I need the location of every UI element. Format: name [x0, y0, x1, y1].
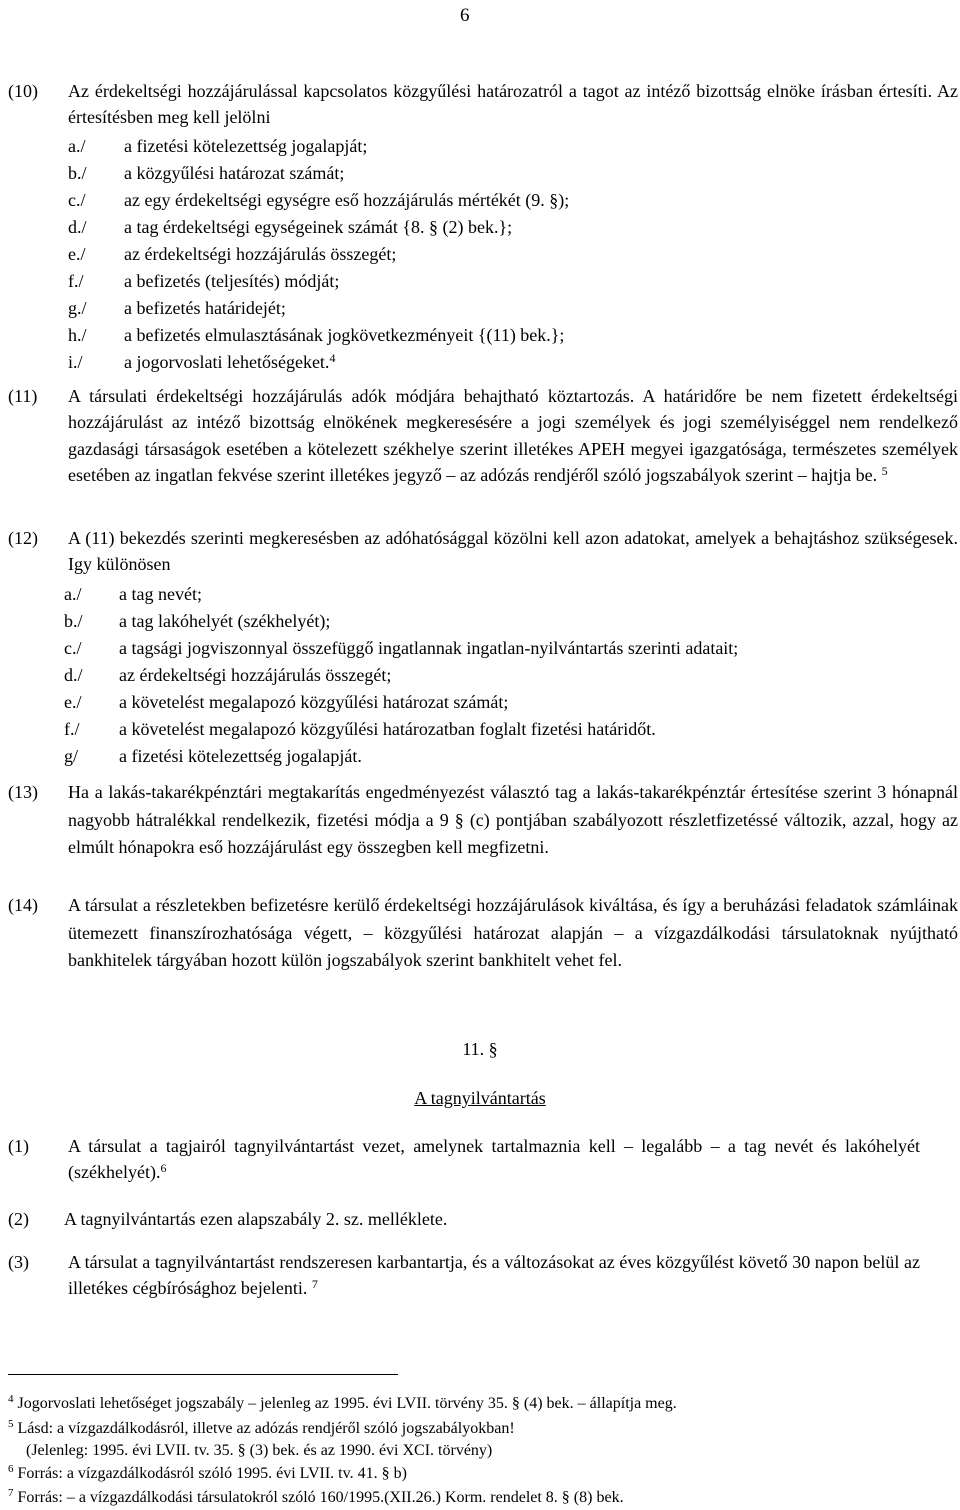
list-label: c./	[68, 190, 86, 210]
list-label: h./	[68, 325, 87, 345]
footnote-ref: 6	[160, 1161, 167, 1176]
list-text: a tag érdekeltségi egységeinek számát {8. § (2) bek.};	[124, 217, 513, 237]
section-paragraph-2-text: A tagnyilvántartás ezen alapszabály 2. sz. melléklete.	[64, 1209, 448, 1229]
section-paragraph-3	[68, 1249, 920, 1301]
footnote-text: Jogorvoslati lehetőséget jogszabály – jelenleg az 1995. évi LVII. törvény 35. § (4) bek. – állapítja meg.	[17, 1395, 677, 1412]
list-text: a befizetés elmulasztásának jogkövetkezményeit {(11) bek.};	[124, 325, 565, 345]
list-text: a tag lakóhelyét (székhelyét);	[119, 611, 331, 631]
paragraph-number: (11)	[8, 386, 38, 406]
paragraph-number: (3)	[8, 1252, 29, 1272]
list-label: f./	[68, 271, 84, 291]
paragraph-12-text: A (11) bekezdés szerinti megkeresésben az adóhatósággal közölni kell azon adatokat, amelyek a behajtáshoz szükségesek. Igy különösen	[68, 528, 958, 575]
section-paragraph-3-text: A társulat a tagnyilvántartást rendszeresen karbantartja, és a változásokat az éves közgyűlést követő 30 napon belül az illetékes cégbírósághoz bejelenti.	[68, 1252, 920, 1299]
footnote-ref: 7	[311, 1277, 318, 1292]
footnote-number: 5	[8, 1418, 14, 1430]
list-text: az érdekeltségi hozzájárulás összegét;	[119, 665, 392, 685]
paragraph-14-text: A társulat a részletekben befizetésre kerülő érdekeltségi hozzájárulások kiváltása, és így a beruházási feladatok számláinak ütemezett finanszírozhatósága végett, – közgyűlési határozat alapján – a vízgazdálkodási társulatoknak nyújtható bankhitelek tárgyában hozott külön jogszabályok szerint bankhitelt vehet fel.	[68, 895, 958, 970]
section-title-text: A tagnyilvántartás	[414, 1088, 546, 1108]
list-label: d./	[68, 217, 87, 237]
paragraph-10-text: Az érdekeltségi hozzájárulással kapcsolatos közgyűlési határozatról a tagot az intéző bizottság elnöke írásban értesíti. Az értesítésben meg kell jelölni	[68, 81, 958, 128]
footnote	[8, 1418, 515, 1440]
list-text: a tagsági jogviszonnyal összefüggő ingatlannak ingatlan-nyilvántartás szerinti adatait;	[119, 638, 739, 658]
footnote-text: Forrás: – a vízgazdálkodási társulatokról szóló 160/1995.(XII.26.) Korm. rendelet 8. § (8) bek.	[17, 1489, 624, 1506]
list-text: a jogorvoslati lehetőségeket.	[124, 352, 330, 372]
paragraph-11	[68, 383, 958, 489]
list-text: a tag nevét;	[119, 584, 202, 604]
list-label: a./	[64, 584, 82, 604]
list-text: a fizetési kötelezettség jogalapját.	[119, 746, 362, 766]
list-label: b./	[68, 163, 87, 183]
footnote-ref: 5	[881, 464, 888, 479]
footnote-number: 6	[8, 1463, 14, 1475]
footnote-separator	[8, 1374, 398, 1375]
list-label: c./	[64, 638, 82, 658]
list-text: a követelést megalapozó közgyűlési határozatban foglalt fizetési határidőt.	[119, 719, 656, 739]
footnote-text: Lásd: a vízgazdálkodásról, illetve az adózás rendjéről szóló jogszabályokban!	[17, 1420, 515, 1437]
footnote-number: 7	[8, 1487, 14, 1499]
paragraph-number: (12)	[8, 528, 38, 548]
section-paragraph-1	[68, 1133, 920, 1185]
footnote-ref: 4	[329, 351, 336, 365]
list-label: a./	[68, 136, 86, 156]
footnote	[8, 1463, 407, 1485]
paragraph-number: (13)	[8, 782, 38, 802]
footnote-text: Forrás: a vízgazdálkodásról szóló 1995. évi LVII. tv. 41. § b)	[17, 1465, 407, 1482]
list-label: i./	[68, 352, 83, 372]
paragraph-11-text: A társulati érdekeltségi hozzájárulás adók módjára behajtható köztartozás. A határidőre be nem fizetett érdekeltségi hozzájárulást az intéző bizottság elnökének megkeresésére a jogi személyek és jogi személyiséggel nem rendelkező gazdasági társaságok esetében a kötelezett székhelye szerint illetékes APEH megyei igazgatósága, természetes személyek esetében az ingatlan fekvése szerint illetékes jegyző – az adózás rendjéről szóló jogszabályok szerint – hajtja be.	[68, 386, 958, 486]
list-text: a befizetés (teljesítés) módját;	[124, 271, 340, 291]
list-label: d./	[64, 665, 83, 685]
list-label: b./	[64, 611, 83, 631]
paragraph-number: (10)	[8, 81, 38, 101]
footnote	[8, 1393, 677, 1415]
footnote-text: (Jelenleg: 1995. évi LVII. tv. 35. § (3) bek. és az 1990. évi XCI. törvény)	[26, 1442, 493, 1459]
list-text: a közgyűlési határozat számát;	[124, 163, 345, 183]
section-paragraph-1-text: A társulat a tagjairól tagnyilvántartást vezet, amelynek tartalmaznia kell – legalább – a tag nevét és lakóhelyét (székhelyét).	[68, 1136, 920, 1183]
list-label: e./	[68, 244, 86, 264]
page-number: 6	[460, 5, 470, 26]
list-text: az egy érdekeltségi egységre eső hozzájárulás mértékét (9. §);	[124, 190, 570, 210]
list-label: e./	[64, 692, 82, 712]
footnote-number: 4	[8, 1393, 14, 1405]
list-label: g/	[64, 746, 79, 766]
paragraph-13-text: Ha a lakás-takarékpénztári megtakarítás engedményezést választó tag a lakás-takarékpénztár értesítése szerint 3 hónapnál nagyobb hátralékkal rendelkezik, fizetési módja a 9 § (c) pontjában szabályozott részletfizetéssé változik, azzal, hogy az elmúlt hónapokra eső hozzájárulást egy összegben kell megfizetni.	[68, 782, 958, 857]
paragraph-number: (2)	[8, 1209, 29, 1229]
paragraph-number: (1)	[8, 1136, 29, 1156]
list-text: a fizetési kötelezettség jogalapját;	[124, 136, 368, 156]
list-label: f./	[64, 719, 80, 739]
list-text: a követelést megalapozó közgyűlési határozat számát;	[119, 692, 509, 712]
section-title	[0, 1085, 960, 1111]
footnote	[26, 1440, 492, 1462]
list-label: g./	[68, 298, 87, 318]
list-text: a befizetés határidejét;	[124, 298, 286, 318]
paragraph-number: (14)	[8, 895, 38, 915]
list-text: az érdekeltségi hozzájárulás összegét;	[124, 244, 397, 264]
footnote	[8, 1487, 624, 1509]
section-number: 11. §	[462, 1039, 498, 1059]
